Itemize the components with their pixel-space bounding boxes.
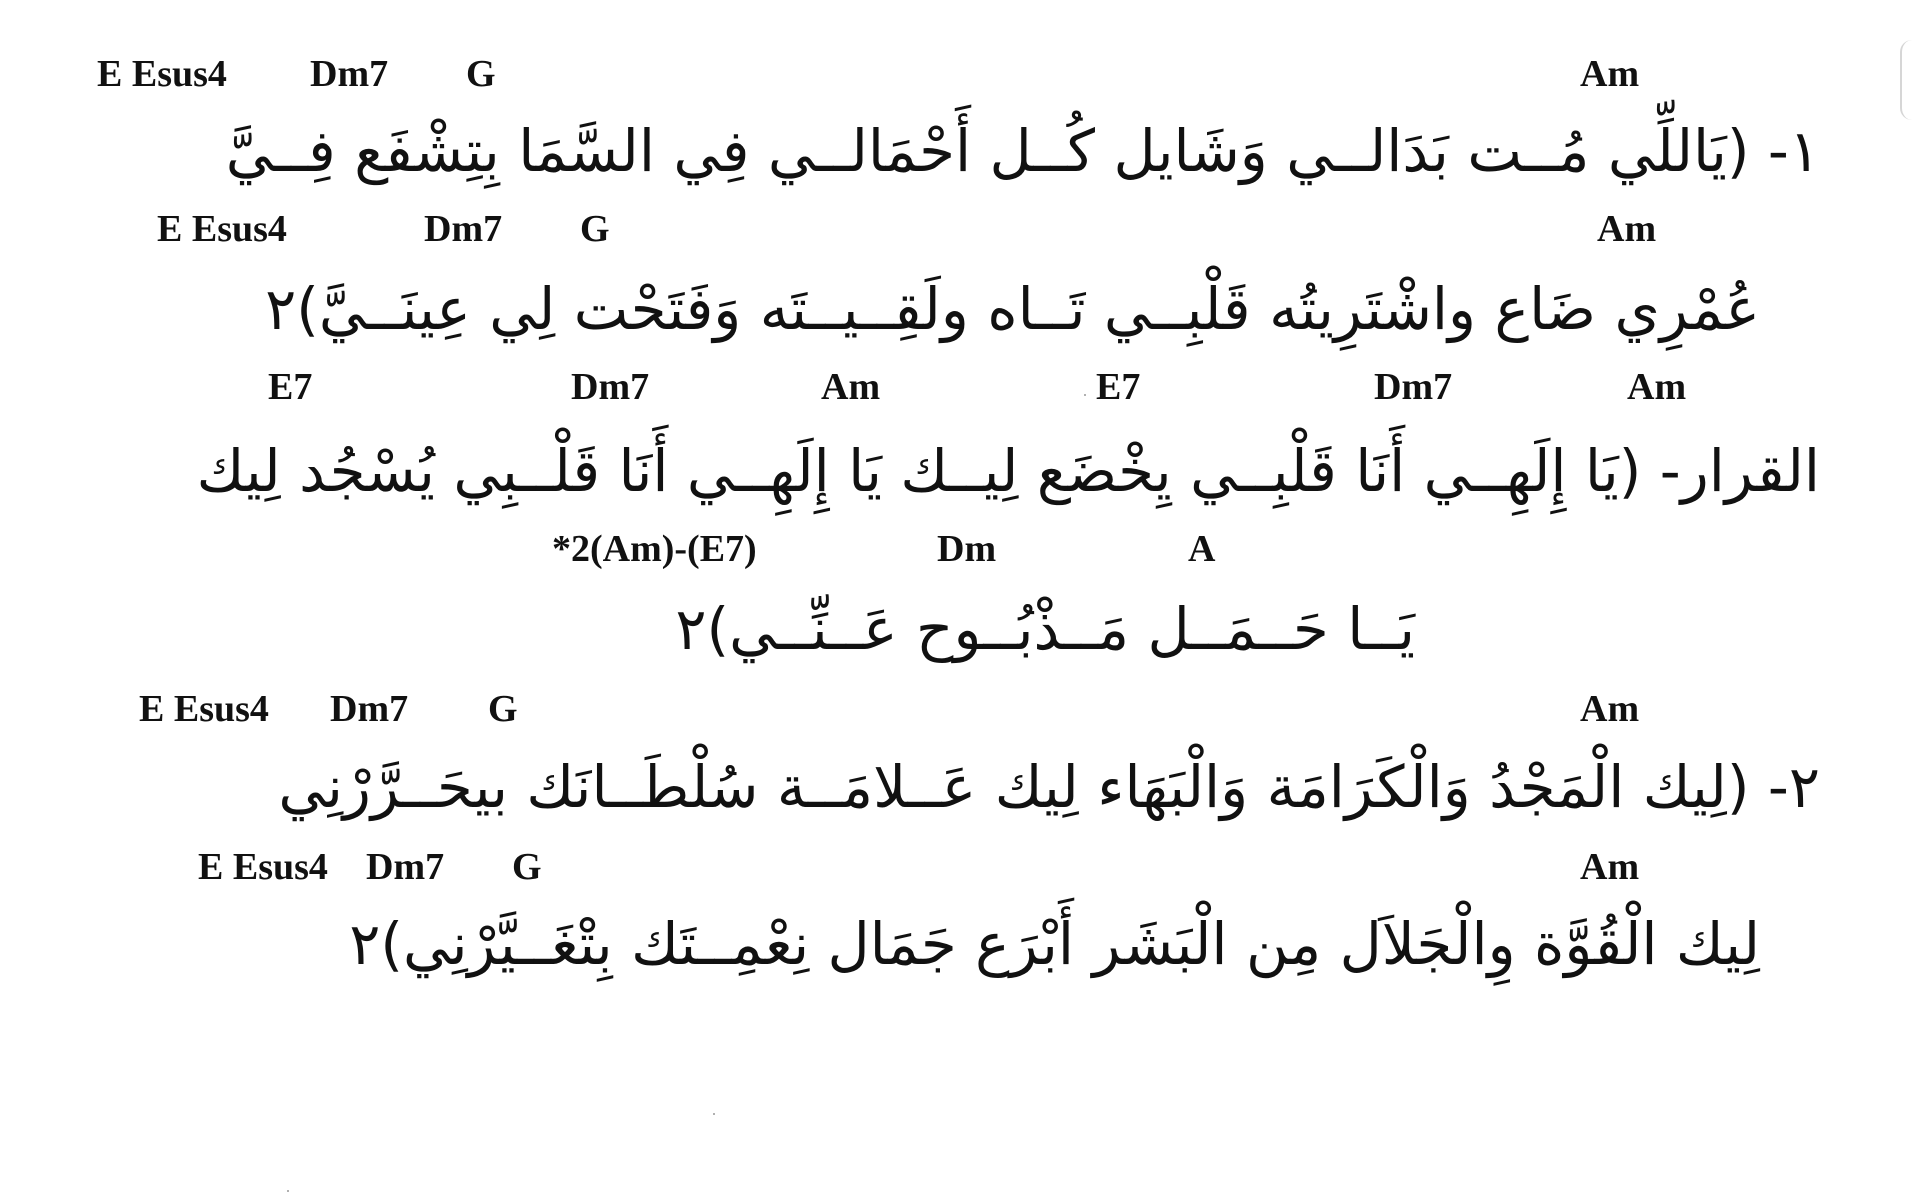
- scan-speck: [713, 1113, 715, 1115]
- chord-line6-2: Dm7: [366, 846, 445, 888]
- chord-line5-4: Am: [1580, 688, 1640, 730]
- chord-line2-2: Dm7: [424, 208, 503, 250]
- chord-line6-1: E Esus4: [198, 846, 328, 888]
- chord-line1-1: E Esus4: [97, 53, 227, 95]
- chord-line3-4: E7: [1096, 366, 1141, 408]
- chord-line4-2: Dm: [937, 528, 997, 570]
- chord-line5-3: G: [488, 688, 518, 730]
- chord-line6-4: Am: [1580, 846, 1640, 888]
- chord-line4-3: A: [1188, 528, 1216, 570]
- chord-line2-3: G: [580, 208, 610, 250]
- chord-line3-3: Am: [821, 366, 881, 408]
- chord-line3-5: Dm7: [1374, 366, 1453, 408]
- lyric-chorus-line2: يَــا حَــمَــل مَــذْبُــوح عَــنِّــي)٢: [675, 595, 1415, 663]
- lyric-chorus-line1: القرار- (يَا إِلَهِــي أَنَا قَلْبِــي يِخْضَع لِيــك يَا إِلَهِــي أَنَا قَلْــبِي يُسْجُد لِيك: [196, 437, 1820, 505]
- lyric-verse2-line2: لِيك الْقُوَّة وِالْجَلاَل مِن الْبَشَر أَبْرَع جَمَال نِعْمِــتَك بِتْغَــيَّرْنِي)٢: [349, 910, 1760, 978]
- scan-speck: [287, 1190, 289, 1192]
- chord-line1-2: Dm7: [310, 53, 389, 95]
- chord-line3-1: E7: [268, 366, 313, 408]
- lyric-verse2-line1: ٢- (لِيك الْمَجْدُ وَالْكَرَامَة وَالْبَهَاء لِيك عَــلامَــة سُلْطَــانَك بيحَــرَّرْنِي: [278, 753, 1820, 821]
- chord-line6-3: G: [512, 846, 542, 888]
- chord-line2-1: E Esus4: [157, 208, 287, 250]
- page-edge-mark: [1900, 40, 1912, 120]
- lyric-verse1-line1: ١- (يَاللِّي مُــت بَدَالــي وَشَايل كُــل أَحْمَالــي فِي السَّمَا بِتِشْفَع فِــيَّ: [225, 117, 1820, 185]
- chord-line4-1: *2(Am)-(E7): [552, 528, 757, 570]
- chord-line5-2: Dm7: [330, 688, 409, 730]
- chord-line2-4: Am: [1597, 208, 1657, 250]
- chord-line3-6: Am: [1627, 366, 1687, 408]
- chord-line5-1: E Esus4: [139, 688, 269, 730]
- lyric-verse1-line2: عُمْرِي ضَاع واشْتَرِيتُه قَلْبِــي تَــاه ولَقِــيــتَه وَفَتَحْت لِي عِينَــيَّ)٢: [265, 275, 1760, 343]
- scan-speck: [1084, 394, 1086, 396]
- chord-line1-4: Am: [1580, 53, 1640, 95]
- chord-line1-3: G: [466, 53, 496, 95]
- chord-line3-2: Dm7: [571, 366, 650, 408]
